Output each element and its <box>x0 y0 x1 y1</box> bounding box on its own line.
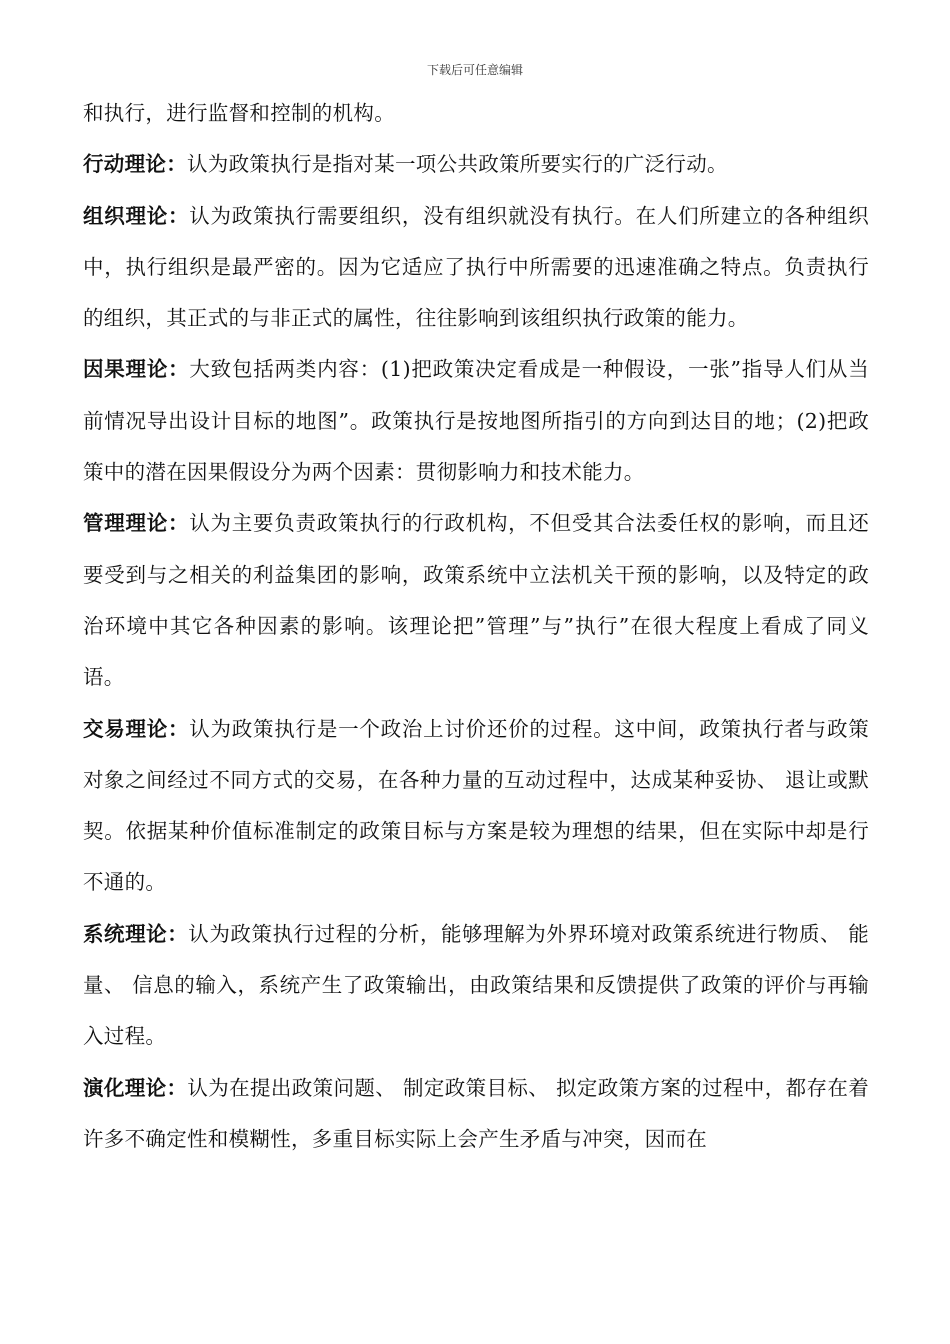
paragraph-body: 认为主要负责政策执行的行政机构，不但受其合法委任权的影响，而且还要受到与之相关的利益集团的影响，政策系统中立法机关干预的影响，以及特定的政治环境中其它各种因素的影响。该理论把”管理”与”执行”在很大程度上看成了同义语。 <box>83 511 869 690</box>
term-label: 组织理论： <box>83 203 190 228</box>
document-body <box>83 88 869 1165</box>
term-label: 系统理论： <box>83 921 189 946</box>
term-label: 因果理论： <box>83 357 190 382</box>
paragraph-body: 认为政策执行是一个政治上讨价还价的过程。这中间，政策执行者与政策对象之间经过不同方式的交易，在各种力量的互动过程中，达成某种妥协、 退让或默契。依据某种价值标准制定的政策目标与方案是较为理想的结果，但在实际中却是行不通的。 <box>83 716 869 895</box>
term-label: 演化理论： <box>83 1075 188 1100</box>
paragraph-action-theory <box>83 139 869 190</box>
term-label: 交易理论： <box>83 716 190 741</box>
paragraph-causal-theory <box>83 344 869 498</box>
term-label: 管理理论： <box>83 511 190 536</box>
paragraph-organization-theory <box>83 191 869 345</box>
term-label: 行动理论： <box>83 152 187 177</box>
paragraph-body: 认为政策执行过程的分析，能够理解为外界环境对政策系统进行物质、 能量、 信息的输入，系统产生了政策输出，由政策结果和反馈提供了政策的评价与再输入过程。 <box>83 921 869 1049</box>
paragraph-transaction-theory <box>83 704 869 909</box>
paragraph-body: 认为政策执行是指对某一项公共政策所要实行的广泛行动。 <box>187 152 728 177</box>
paragraph-body: 认为在提出政策问题、 制定政策目标、 拟定政策方案的过程中，都存在着许多不确定性和模糊性，多重目标实际上会产生矛盾与冲突，因而在 <box>83 1075 870 1151</box>
page-header: 下载后可任意编辑 <box>426 63 523 77</box>
paragraph-system-theory <box>83 909 869 1063</box>
paragraph-evolution-theory <box>83 1063 869 1166</box>
paragraph-body: 大致包括两类内容：(1)把政策决定看成是一种假设，一张”指导人们从当前情况导出设计目标的地图”。政策执行是按地图所指引的方向到达目的地；(2)把政策中的潜在因果假设分为两个因素：贯彻影响力和技术能力。 <box>83 357 870 485</box>
paragraph-continuation <box>83 88 869 139</box>
paragraph-body: 和执行，进行监督和控制的机构。 <box>83 101 395 125</box>
paragraph-body: 认为政策执行需要组织，没有组织就没有执行。在人们所建立的各种组织中，执行组织是最严密的。因为它适应了执行中所需要的迅速准确之特点。负责执行的组织，其正式的与非正式的属性，往往影响到该组织执行政策的能力。 <box>83 203 869 331</box>
paragraph-management-theory <box>83 498 869 703</box>
